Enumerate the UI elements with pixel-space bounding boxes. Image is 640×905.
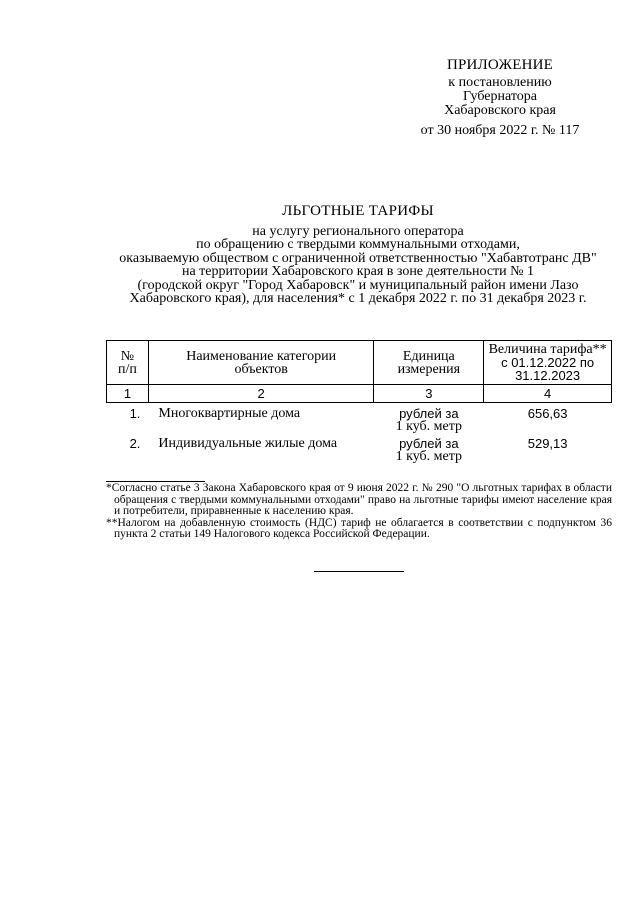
row-category: Индивидуальные жилые дома <box>158 436 338 451</box>
row-category: Многоквартирные дома <box>158 406 301 421</box>
table-row <box>107 433 612 463</box>
row-unit-line-2: 1 куб. метр <box>395 419 463 434</box>
header-tariff-line-3: 31.12.2023 <box>515 368 581 383</box>
row-unit-line-2: 1 куб. метр <box>395 449 463 464</box>
row-tariff: 656,63 <box>527 406 568 421</box>
header-unit <box>374 341 484 385</box>
header-number-line-2: п/п <box>118 361 137 377</box>
appendix-block <box>400 58 600 138</box>
table-row <box>107 403 612 434</box>
appendix-line-3: Хабаровского края <box>444 103 556 118</box>
row-unit-line-1: рублей за <box>399 406 459 421</box>
header-category <box>148 341 374 385</box>
heading-line: оказываемую обществом с ограниченной ответственностью "Хабавтотранс ДВ" <box>119 250 597 266</box>
heading-title: ЛЬГОТНЫЕ ТАРИФЫ <box>282 203 434 219</box>
appendix-date: от 30 ноября 2022 г. № 117 <box>420 123 580 138</box>
appendix-line-2: Губернатора <box>462 89 538 104</box>
column-number: 2 <box>148 385 374 403</box>
header-category-line-2: объектов <box>234 361 288 377</box>
header-number <box>107 341 149 385</box>
heading-line: (городской округ "Город Хабаровск" и муниципальный район имени Лазо <box>137 277 579 293</box>
row-tariff: 529,13 <box>527 436 568 451</box>
header-category-line-1: Наименование категории <box>186 348 337 364</box>
tariff-table <box>106 340 612 463</box>
end-divider <box>314 571 404 572</box>
heading-line: на услугу регионального оператора <box>252 223 464 239</box>
table-header-row <box>107 341 612 385</box>
footnotes-block <box>106 483 612 541</box>
footnote-vat: **Налогом на добавленную стоимость (НДС) тариф не облагается в соответствии с подпунктом 36 пункта 2 статьи 149 Налогового кодекса Российской Федерации. <box>106 516 612 540</box>
appendix-title: ПРИЛОЖЕНИЕ <box>446 57 554 73</box>
row-unit <box>374 433 484 463</box>
row-number: 2. <box>129 436 141 451</box>
header-tariff <box>484 341 612 385</box>
heading-line: на территории Хабаровского края в зоне деятельности № 1 <box>181 264 535 279</box>
row-unit <box>374 403 484 434</box>
header-unit-line-1: Единица <box>402 348 455 364</box>
header-tariff-line-2: с 01.12.2022 по <box>501 355 595 370</box>
heading-line: Хабаровского края), для населения* с 1 декабря 2022 г. по 31 декабря 2023 г. <box>129 291 587 306</box>
row-number: 1. <box>129 406 141 421</box>
column-number: 4 <box>484 385 612 403</box>
column-number: 1 <box>107 385 149 403</box>
heading-line: по обращению с твердыми коммунальными отходами, <box>196 237 520 252</box>
header-unit-line-2: измерения <box>397 361 461 377</box>
appendix-line-1: к постановлению <box>448 75 552 90</box>
column-number-row <box>107 385 612 403</box>
footnote-vat-exemption-basis: *Согласно статье 3 Закона Хабаровского края от 9 июня 2022 г. № 290 "О льготных тарифах в области обращения с твердыми коммунальными отходами" право на льготные тарифы имеют население края и потребители, приравненные к населению края. <box>106 482 612 517</box>
header-number-line-1: № <box>120 348 135 364</box>
header-tariff-line-1: Величина тарифа** <box>488 342 607 357</box>
row-unit-line-1: рублей за <box>399 436 459 451</box>
heading-block <box>96 205 620 306</box>
column-number: 3 <box>374 385 484 403</box>
